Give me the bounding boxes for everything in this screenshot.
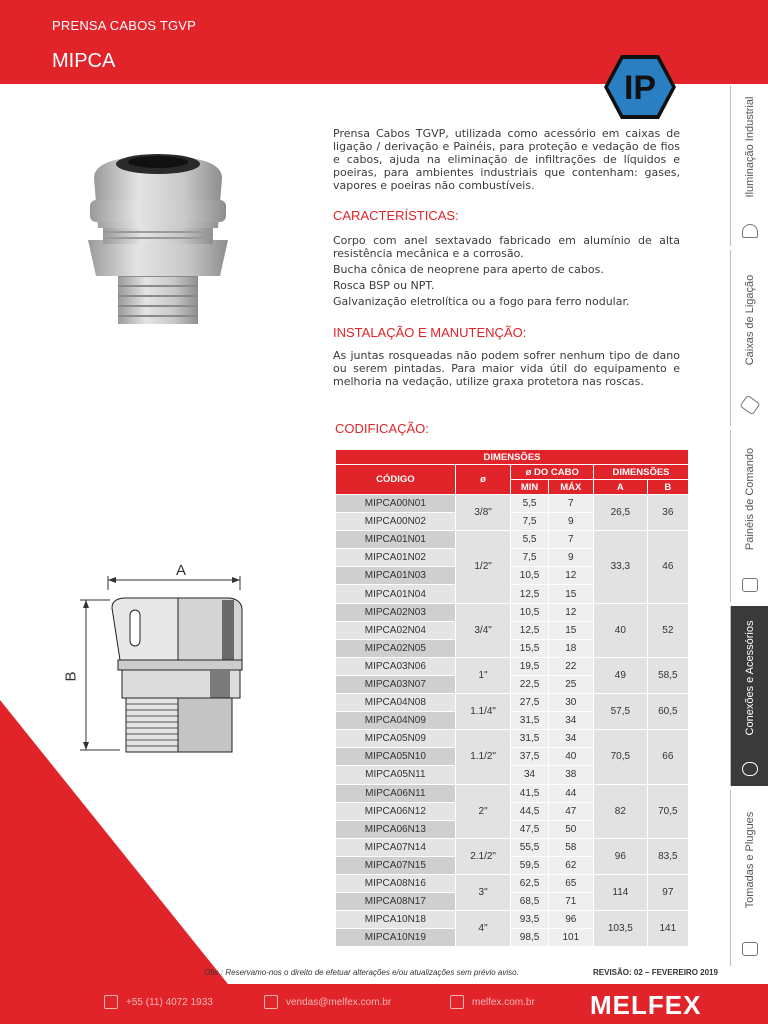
cable-max-cell: 34: [548, 730, 593, 748]
thread-cell: 1.1/4": [455, 694, 511, 730]
code-cell: MIPCA08N17: [336, 893, 456, 911]
dim-a-cell: 114: [594, 874, 648, 910]
cable-min-cell: 31,5: [511, 712, 548, 730]
code-cell: MIPCA05N09: [336, 730, 456, 748]
intro-text: Prensa Cabos TGVP, utilizada como acessório em caixas de ligação / derivação e Painéis, para proteção e vedação de fios e cabos, ajuda na eliminação de infiltrações de líquidos e poeiras, para ambientes industriais que contenham: gases, vapores e poeiras não combustíveis.: [333, 127, 680, 192]
dim-a-cell: 103,5: [594, 911, 648, 947]
cable-max-cell: 18: [548, 639, 593, 657]
cable-max-cell: 25: [548, 675, 593, 693]
cable-min-cell: 7,5: [511, 513, 548, 531]
features-list: [333, 234, 680, 311]
disclaimer-note: Obs.: Reservamo-nos o direito de efetuar alterações e/ou atualizações sem prévio aviso.: [204, 968, 519, 977]
tab-tomadas-e-plugues[interactable]: [730, 790, 768, 966]
cable-min-cell: 31,5: [511, 730, 548, 748]
cable-max-cell: 47: [548, 802, 593, 820]
ip-badge-icon: [602, 52, 678, 122]
table-header-max: MÁX: [548, 480, 593, 495]
cable-min-cell: 19,5: [511, 657, 548, 675]
connector-icon: [742, 762, 758, 776]
tab-label: Conexões e Acessórios: [743, 620, 756, 736]
tab-label: Tomadas e Plugues: [743, 812, 756, 909]
code-cell: MIPCA02N05: [336, 639, 456, 657]
dim-b-cell: 83,5: [647, 838, 688, 874]
dimension-label-a: A: [176, 562, 187, 579]
cable-min-cell: 47,5: [511, 820, 548, 838]
code-cell: MIPCA06N13: [336, 820, 456, 838]
table-row: [336, 531, 689, 549]
dim-a-cell: 40: [594, 603, 648, 657]
codification-title: CODIFICAÇÃO:: [335, 421, 429, 436]
cable-min-cell: 98,5: [511, 929, 548, 947]
cable-min-cell: 5,5: [511, 531, 548, 549]
ip-badge-text: IP: [623, 69, 657, 107]
cable-max-cell: 12: [548, 567, 593, 585]
code-cell: MIPCA06N12: [336, 802, 456, 820]
cable-min-cell: 10,5: [511, 567, 548, 585]
footer-site[interactable]: melfex.com.br: [472, 997, 535, 1008]
table-row: [336, 784, 689, 802]
cable-min-cell: 22,5: [511, 675, 548, 693]
thread-cell: 3/4": [455, 603, 511, 657]
code-cell: MIPCA05N10: [336, 748, 456, 766]
tab-conexoes-e-acessorios[interactable]: [730, 606, 768, 786]
code-cell: MIPCA04N08: [336, 694, 456, 712]
dimension-label-b: B: [62, 671, 80, 682]
cable-max-cell: 58: [548, 838, 593, 856]
table-header-code: CÓDIGO: [336, 465, 456, 495]
dim-a-cell: 49: [594, 657, 648, 693]
code-cell: MIPCA01N04: [336, 585, 456, 603]
cable-min-cell: 15,5: [511, 639, 548, 657]
table-header-min: MIN: [511, 480, 548, 495]
thread-cell: 1/2": [455, 531, 511, 603]
feature-item: Rosca BSP ou NPT.: [333, 279, 435, 292]
thread-cell: 1.1/2": [455, 730, 511, 784]
cable-min-cell: 34: [511, 766, 548, 784]
dim-b-cell: 46: [647, 531, 688, 603]
table-row: [336, 911, 689, 929]
table-row: [336, 694, 689, 712]
cable-max-cell: 15: [548, 621, 593, 639]
code-cell: MIPCA01N02: [336, 549, 456, 567]
table-row: [336, 495, 689, 513]
cable-min-cell: 10,5: [511, 603, 548, 621]
dim-a-cell: 70,5: [594, 730, 648, 784]
installation-title: INSTALAÇÃO E MANUTENÇÃO:: [333, 325, 527, 340]
code-cell: MIPCA02N04: [336, 621, 456, 639]
feature-item: Galvanização eletrolítica ou a fogo para ferro nodular.: [333, 295, 630, 308]
code-cell: MIPCA06N11: [336, 784, 456, 802]
lamp-icon: [742, 224, 758, 238]
table-header-b: B: [647, 480, 688, 495]
dim-b-cell: 66: [647, 730, 688, 784]
feature-item: Corpo com anel sextavado fabricado em alumínio de alta resistência mecânica e a corrosão.: [333, 234, 680, 260]
table-row: [336, 874, 689, 892]
junction-box-icon: [739, 395, 760, 416]
table-header-diameter: ø: [455, 465, 511, 495]
thread-cell: 2.1/2": [455, 838, 511, 874]
dim-b-cell: 141: [647, 911, 688, 947]
table-row: [336, 657, 689, 675]
dim-a-cell: 96: [594, 838, 648, 874]
table-header-dims: DIMENSÕES: [594, 465, 689, 480]
feature-item: Bucha cônica de neoprene para aperto de cabos.: [333, 263, 604, 276]
product-title: MIPCA: [52, 50, 116, 72]
cable-min-cell: 41,5: [511, 784, 548, 802]
tab-paineis-de-comando[interactable]: [730, 430, 768, 602]
cable-max-cell: 44: [548, 784, 593, 802]
email-icon: [264, 995, 278, 1009]
table-row: [336, 838, 689, 856]
side-tabs: [730, 86, 768, 984]
cable-max-cell: 9: [548, 549, 593, 567]
dim-a-cell: 33,3: [594, 531, 648, 603]
installation-text: As juntas rosqueadas não podem sofrer nenhum tipo de dano ou serem pintadas. Para maior vida útil do equipamento e melhoria na vedação, utilize graxa protetora nas roscas.: [333, 349, 680, 388]
cable-min-cell: 12,5: [511, 585, 548, 603]
code-cell: MIPCA07N15: [336, 856, 456, 874]
code-cell: MIPCA08N16: [336, 874, 456, 892]
code-cell: MIPCA07N14: [336, 838, 456, 856]
cable-min-cell: 27,5: [511, 694, 548, 712]
revision-note: REVISÃO: 02 – FEVEREIRO 2019: [593, 968, 718, 977]
cable-min-cell: 68,5: [511, 893, 548, 911]
code-cell: MIPCA01N03: [336, 567, 456, 585]
cable-min-cell: 44,5: [511, 802, 548, 820]
dim-b-cell: 36: [647, 495, 688, 531]
product-photo: [78, 148, 238, 328]
code-cell: MIPCA03N07: [336, 675, 456, 693]
cable-min-cell: 37,5: [511, 748, 548, 766]
tab-label: Iluminação Industrial: [743, 96, 756, 198]
table-header-dimensions-top: DIMENSÕES: [336, 450, 689, 465]
cable-max-cell: 62: [548, 856, 593, 874]
dim-b-cell: 70,5: [647, 784, 688, 838]
thread-cell: 4": [455, 911, 511, 947]
cable-max-cell: 7: [548, 495, 593, 513]
code-cell: MIPCA04N09: [336, 712, 456, 730]
cable-max-cell: 7: [548, 531, 593, 549]
cable-max-cell: 15: [548, 585, 593, 603]
footer-email[interactable]: vendas@melfex.com.br: [286, 997, 392, 1008]
dim-a-cell: 82: [594, 784, 648, 838]
tab-iluminacao-industrial[interactable]: [730, 86, 768, 246]
table-row: [336, 603, 689, 621]
features-title: CARACTERÍSTICAS:: [333, 208, 459, 223]
dim-b-cell: 58,5: [647, 657, 688, 693]
panel-icon: [742, 578, 758, 592]
cable-max-cell: 30: [548, 694, 593, 712]
cable-max-cell: 22: [548, 657, 593, 675]
code-cell: MIPCA00N02: [336, 513, 456, 531]
melfex-logo: MELFEX: [590, 990, 702, 1020]
cable-max-cell: 71: [548, 893, 593, 911]
thread-cell: 1": [455, 657, 511, 693]
cable-max-cell: 34: [548, 712, 593, 730]
cable-max-cell: 50: [548, 820, 593, 838]
cable-min-cell: 7,5: [511, 549, 548, 567]
thread-cell: 2": [455, 784, 511, 838]
globe-icon: [450, 995, 464, 1009]
cable-min-cell: 62,5: [511, 874, 548, 892]
cable-max-cell: 65: [548, 874, 593, 892]
table-header-a: A: [594, 480, 648, 495]
cable-max-cell: 96: [548, 911, 593, 929]
tab-label: Caixas de Ligação: [743, 275, 756, 366]
dim-b-cell: 60,5: [647, 694, 688, 730]
plug-icon: [742, 942, 758, 956]
tab-label: Painéis de Comando: [743, 447, 756, 550]
cable-max-cell: 40: [548, 748, 593, 766]
dim-a-cell: 57,5: [594, 694, 648, 730]
cable-max-cell: 101: [548, 929, 593, 947]
dim-b-cell: 52: [647, 603, 688, 657]
category-title: PRENSA CABOS TGVP: [52, 18, 197, 33]
cable-min-cell: 55,5: [511, 838, 548, 856]
cable-max-cell: 12: [548, 603, 593, 621]
footer-phone[interactable]: +55 (11) 4072 1933: [126, 997, 213, 1008]
phone-icon: [104, 995, 118, 1009]
cable-max-cell: 9: [548, 513, 593, 531]
code-cell: MIPCA00N01: [336, 495, 456, 513]
dim-b-cell: 97: [647, 874, 688, 910]
dim-a-cell: 26,5: [594, 495, 648, 531]
cable-min-cell: 12,5: [511, 621, 548, 639]
code-cell: MIPCA10N19: [336, 929, 456, 947]
table-header-cable: ø DO CABO: [511, 465, 594, 480]
cable-min-cell: 59,5: [511, 856, 548, 874]
thread-cell: 3/8": [455, 495, 511, 531]
thread-cell: 3": [455, 874, 511, 910]
cable-max-cell: 38: [548, 766, 593, 784]
tab-caixas-de-ligacao[interactable]: [730, 250, 768, 426]
table-row: [336, 730, 689, 748]
code-cell: MIPCA01N01: [336, 531, 456, 549]
cable-min-cell: 93,5: [511, 911, 548, 929]
cable-min-cell: 5,5: [511, 495, 548, 513]
code-cell: MIPCA03N06: [336, 657, 456, 675]
codification-table: [335, 449, 689, 947]
code-cell: MIPCA02N03: [336, 603, 456, 621]
code-cell: MIPCA05N11: [336, 766, 456, 784]
code-cell: MIPCA10N18: [336, 911, 456, 929]
table-body: [336, 495, 689, 947]
